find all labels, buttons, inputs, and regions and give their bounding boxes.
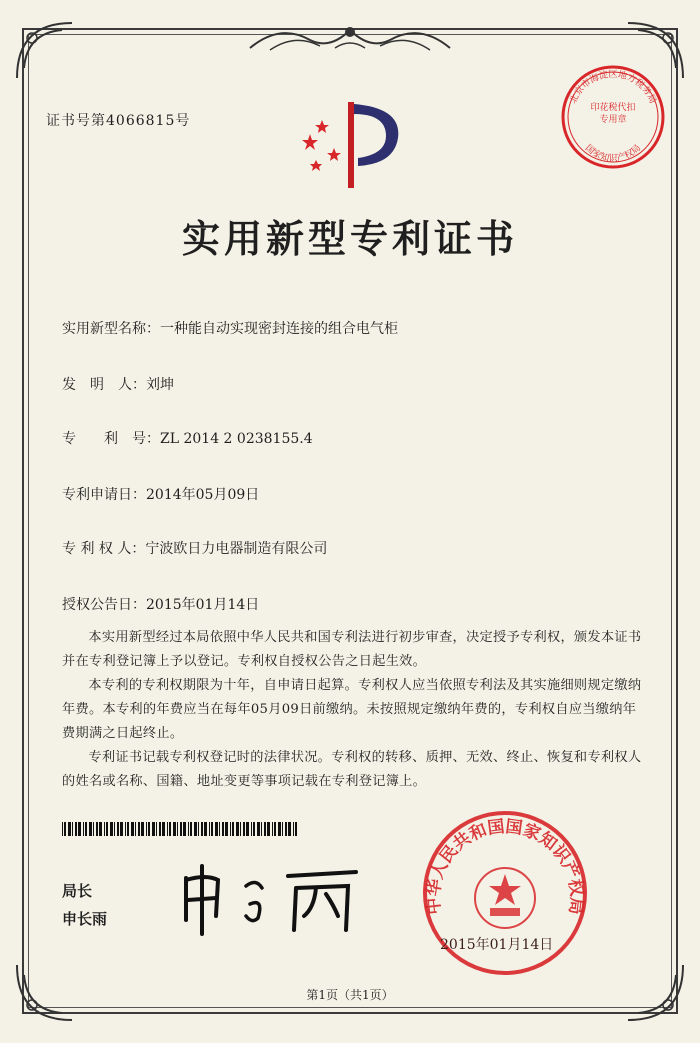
small-seal-text: 北京市海淀区地方税务局 — [568, 70, 658, 106]
field-label: 实用新型名称： — [62, 321, 160, 337]
field-label: 专 利 号： — [62, 431, 160, 447]
field-label: 发 明 人： — [62, 377, 146, 393]
field-value: 宁波欧日力电器制造有限公司 — [145, 541, 328, 557]
field-value: 2015年01月14日 — [146, 597, 260, 613]
patent-office-emblem-icon — [292, 92, 412, 192]
signature-icon — [176, 858, 366, 938]
field-label: 专 利 权 人： — [62, 541, 146, 557]
body-paragraph: 本实用新型经过本局依照中华人民共和国专利法进行初步审查，决定授予专利权，颁发本证书并在专利登记簿上予以登记。专利权自授权公告之日起生效。 — [62, 630, 642, 669]
body-paragraph: 本专利的专利权期限为十年，自申请日起算。专利权人应当依照专利法及其实施细则规定缴纳年费。本专利的年费应当在每年05月09日前缴纳。未按照规定缴纳年费的，专利权自应当缴纳年费期满之日起终止。 — [62, 678, 642, 741]
tax-stamp-seal-icon — [558, 62, 668, 172]
field-patent-number — [62, 428, 313, 448]
page-title: 实用新型专利证书 — [181, 217, 518, 261]
seal-date: 2015年01月14日 — [440, 937, 554, 953]
field-value: 2014年05月09日 — [146, 487, 260, 503]
top-ornament-icon — [240, 18, 460, 58]
body-paragraph: 专利证书记载专利权登记时的法律状况。专利权的转移、质押、无效、终止、恢复和专利权人的姓名或名称、国籍、地址变更等事项记载在专利登记簿上。 — [62, 750, 642, 789]
director-title: 局长 — [62, 882, 93, 900]
field-grant-date — [62, 594, 259, 614]
corner-ornament-icon — [12, 18, 82, 88]
big-seal-text: 中华人民共和国国家知识产权局 — [423, 816, 587, 916]
small-seal-center: 印花税代扣专用章 — [590, 103, 636, 125]
field-value: 刘坤 — [146, 377, 174, 393]
field-utility-model-name — [62, 318, 398, 338]
field-label: 专利申请日： — [62, 487, 146, 503]
svg-text:北京市海淀区地方税务局 — [567, 68, 659, 105]
director-name: 申长雨 — [62, 910, 108, 928]
field-value: ZL 2014 2 0238155.4 — [160, 431, 313, 447]
small-seal-bottom: 国家知识产权局 — [582, 143, 644, 164]
field-value: 一种能自动实现密封连接的组合电气柜 — [160, 321, 398, 337]
field-application-date — [62, 484, 259, 504]
barcode-icon — [62, 822, 302, 836]
certificate-number: 证书号第4066815号 — [46, 113, 191, 129]
field-patentee — [62, 538, 327, 558]
certificate-body — [62, 626, 642, 794]
svg-text:中华人民共和国国家知识产权局 — [423, 817, 588, 916]
field-inventor — [62, 374, 174, 394]
field-label: 授权公告日： — [62, 597, 146, 613]
page-footer: 第1页（共1页） — [306, 988, 394, 1002]
